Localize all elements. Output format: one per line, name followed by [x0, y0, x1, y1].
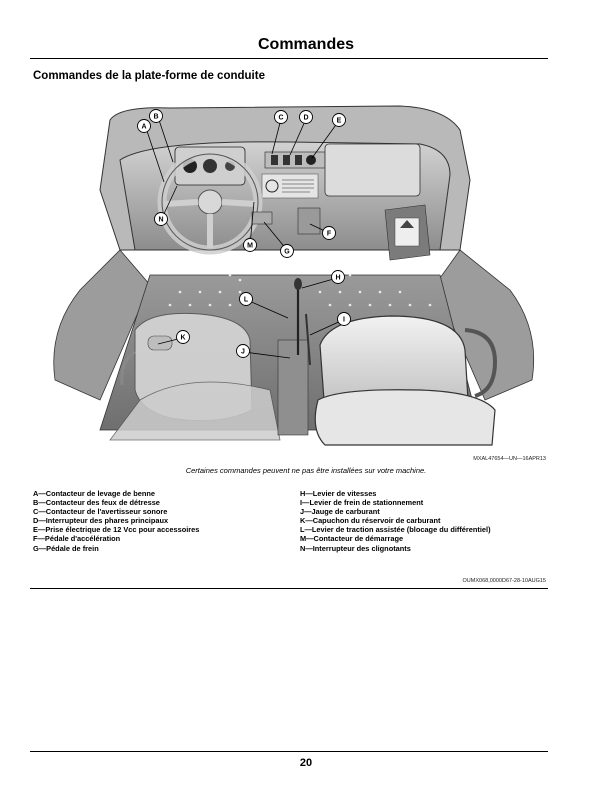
callout-d	[300, 111, 313, 124]
callout-m	[244, 239, 257, 252]
legend-item: K—Capuchon du réservoir de carburant	[300, 516, 441, 526]
page-number: 20	[299, 757, 313, 769]
legend-item: I—Levier de frein de stationnement	[300, 498, 424, 508]
svg-text:C: C	[278, 114, 284, 122]
legend-item: J—Jauge de carburant	[300, 507, 380, 517]
page-title: Commandes	[257, 36, 355, 53]
legend-item: M—Contacteur de démarrage	[300, 534, 404, 544]
svg-text:J: J	[241, 348, 245, 356]
callout-h	[332, 271, 345, 284]
svg-text:G: G	[284, 248, 290, 256]
svg-text:H: H	[335, 274, 341, 282]
callout-b	[150, 110, 163, 123]
title-rule	[30, 58, 548, 59]
svg-text:F: F	[326, 230, 332, 238]
footer-rule	[30, 751, 548, 752]
callout-n	[155, 213, 168, 226]
svg-text:B: B	[153, 113, 159, 121]
svg-text:E: E	[336, 117, 342, 125]
driving-platform-illustration	[40, 100, 547, 454]
callout-i	[338, 313, 351, 326]
svg-text:A: A	[141, 123, 147, 131]
callout-f	[323, 227, 336, 240]
callout-j	[237, 345, 250, 358]
callout-c	[275, 111, 288, 124]
svg-text:I: I	[343, 316, 345, 324]
svg-text:K: K	[180, 334, 186, 342]
legend-item: D—Interrupteur des phares principaux	[33, 516, 169, 526]
callout-e	[333, 114, 346, 127]
callout-a	[138, 120, 151, 133]
callout-k	[177, 331, 190, 344]
figure-code: MXAL47654—UN—16APR13	[473, 456, 546, 462]
svg-text:L: L	[243, 296, 249, 304]
svg-text:D: D	[303, 114, 309, 122]
legend-item: G—Pédale de frein	[33, 543, 99, 553]
document-reference: OUMX068,0000D67-28-10AUG15	[462, 578, 546, 584]
svg-text:N: N	[158, 216, 164, 224]
legend-right	[300, 489, 550, 553]
legend-item: F—Pédale d'accélération	[33, 534, 121, 544]
legend-bottom-rule	[30, 588, 548, 589]
legend-item: B—Contacteur des feux de détresse	[33, 498, 160, 508]
legend-item: H—Levier de vitesses	[300, 489, 377, 498]
legend-item: L—Levier de traction assistée (blocage du différentiel)	[300, 525, 491, 535]
legend-item: C—Contacteur de l'avertisseur sonore	[33, 507, 168, 517]
legend-item: N—Interrupteur des clignotants	[300, 543, 411, 553]
callout-g	[281, 245, 294, 258]
legend-item: A—Contacteur de levage de benne	[33, 489, 155, 498]
legend-left	[33, 489, 293, 553]
legend-item: E—Prise électrique de 12 Vcc pour accessoires	[33, 525, 200, 535]
section-title: Commandes de la plate-forme de conduite	[33, 70, 265, 82]
callout-l	[240, 293, 253, 306]
svg-text:M: M	[247, 242, 253, 250]
figure-caption: Certaines commandes peuvent ne pas être installées sur votre machine.	[185, 466, 427, 475]
